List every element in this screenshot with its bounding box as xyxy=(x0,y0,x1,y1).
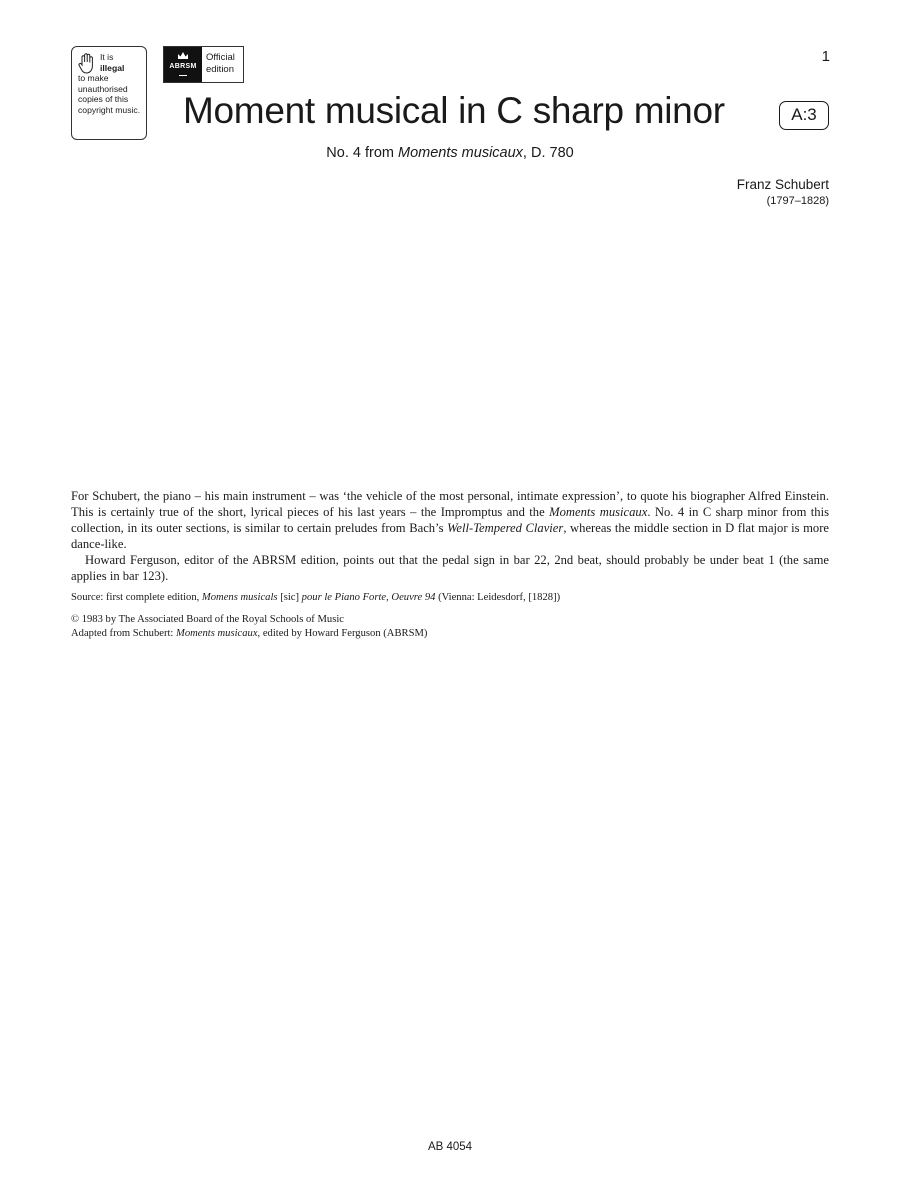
copyright-line-2-c: , edited by Howard Ferguson (ABRSM) xyxy=(257,627,428,639)
source-sic: [sic] xyxy=(277,592,302,603)
source-note xyxy=(71,591,829,605)
composer-name: Franz Schubert xyxy=(736,177,829,192)
copyright-notice-box xyxy=(71,46,147,140)
subtitle-prefix: No. 4 from xyxy=(326,145,399,161)
subtitle-work: Moments musicaux xyxy=(398,145,523,161)
description-p1-part-a: For Schubert, the piano – his main instrument – was ‘the vehicle of the most personal, intimate expression’, to quote his biographer Alfred Einstein. This is certainly true of the short, lyrical pieces of his last years – the Impromptus and the xyxy=(71,489,829,519)
description-p1-bach-work: Well-Tempered Clavier xyxy=(447,521,564,535)
copyright-line-1: © 1983 by The Associated Board of the Royal Schools of Music xyxy=(71,614,344,625)
copyright-line-2-work: Moments musicaux xyxy=(176,627,258,639)
official-edition-line-2: edition xyxy=(206,64,234,75)
footer-catalog-code: AB 4054 xyxy=(427,1141,473,1153)
abrsm-divider xyxy=(179,75,187,76)
source-title-cont: pour le Piano Forte, Oeuvre 94 xyxy=(301,592,436,603)
description-p1-part-c: . No. 4 in C sharp minor from this collection, in its outer sections, is similar to certain preludes from Bach’s xyxy=(71,505,829,535)
description-text xyxy=(71,488,829,584)
description-paragraph-2: Howard Ferguson, editor of the ABRSM edition, points out that the pedal sign in bar 22, 2nd beat, should probably be under beat 1 (the same applies in bar 123). xyxy=(71,553,829,583)
abrsm-badge xyxy=(164,47,202,82)
notice-rest: to make unauthorised copies of this copyright music. xyxy=(78,73,141,115)
abrsm-wordmark: ABRSM xyxy=(169,63,197,70)
copyright-note xyxy=(71,613,829,640)
source-publisher: (Vienna: Leidesdorf, [1828]) xyxy=(435,592,561,603)
description-p1-part-e: , whereas the middle section in D flat major is more dance-like. xyxy=(71,521,830,551)
description-paragraph-1 xyxy=(71,488,829,552)
source-part-a: Source: first complete edition, xyxy=(71,592,202,603)
description-p1-work: Moments musicaux xyxy=(549,505,648,519)
raised-hand-icon xyxy=(78,52,96,74)
page-number: 1 xyxy=(821,48,830,65)
page-title: Moment musical in C sharp minor xyxy=(183,90,725,131)
copyright-line-2-a: Adapted from Schubert: xyxy=(71,627,177,639)
crown-icon xyxy=(177,51,189,60)
copyright-line-2 xyxy=(71,627,829,641)
official-edition-label xyxy=(206,52,235,76)
abrsm-official-edition-logo xyxy=(163,46,244,83)
subtitle-suffix: , D. 780 xyxy=(522,145,574,161)
composer-credit xyxy=(737,177,829,209)
subtitle xyxy=(0,145,900,161)
grade-badge: A:3 xyxy=(779,101,829,130)
notice-line-1: It is xyxy=(100,52,114,62)
official-edition-line-1: Official xyxy=(206,52,235,63)
source-title: Momens musicals xyxy=(201,592,278,603)
notice-line-2: illegal xyxy=(100,62,125,73)
composer-dates: (1797–1828) xyxy=(766,195,829,207)
